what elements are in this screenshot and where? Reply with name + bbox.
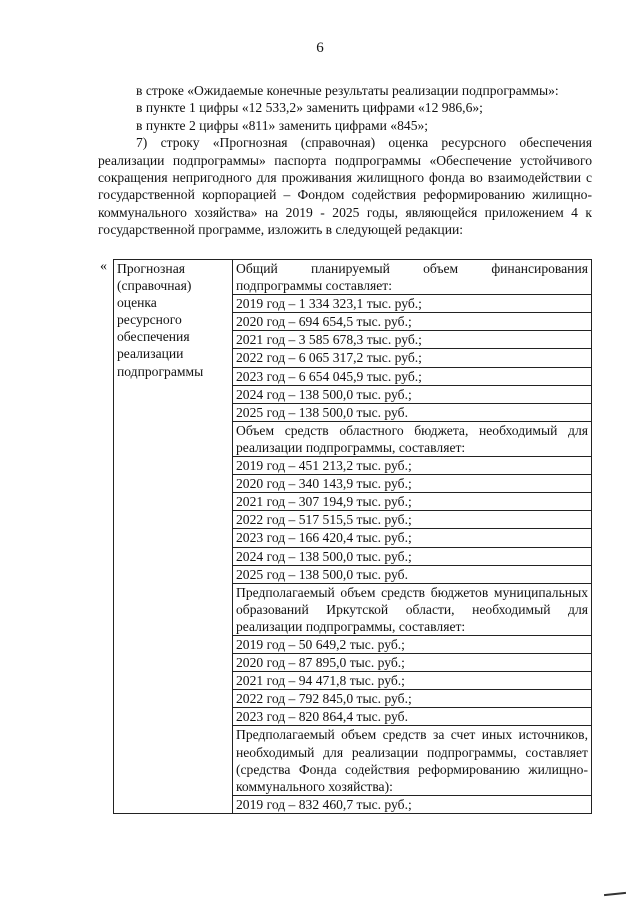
municipal-year-2022: 2022 год – 792 845,0 тыс. руб.; [233, 689, 591, 707]
intro-line-1: в строке «Ожидаемые конечные результаты реализации подпрограммы»: [136, 83, 559, 98]
page-number: 6 [316, 40, 324, 56]
row-label-line: Прогнозная [117, 261, 185, 276]
regional-year-2022: 2022 год – 517 515,5 тыс. руб.; [233, 510, 591, 528]
municipal-year-2019: 2019 год – 50 649,2 тыс. руб.; [233, 635, 591, 653]
row-value-cell [233, 260, 592, 814]
total-year-2023: 2023 год – 6 654 045,9 тыс. руб.; [233, 367, 591, 385]
total-year-2020: 2020 год – 694 654,5 тыс. руб.; [233, 312, 591, 330]
total-year-2022: 2022 год – 6 065 317,2 тыс. руб.; [233, 348, 591, 366]
row-label-line: реализации [117, 346, 184, 362]
passport-table [113, 259, 592, 814]
other-sources-heading: Предполагаемый объем средств за счет иных источников, необходимый для реализации подпрограммы, составляет (средства Фонда содействия реформированию жилищно-коммунального хозяйства): [233, 725, 591, 794]
regional-year-2023: 2023 год – 166 420,4 тыс. руб.; [233, 528, 591, 546]
table-row [114, 260, 592, 814]
municipal-heading: Предполагаемый объем средств бюджетов муниципальных образований Иркутской области, необходимый для реализации подпрограммы, составляет: [233, 583, 591, 635]
regional-year-2025: 2025 год – 138 500,0 тыс. руб. [233, 565, 591, 583]
row-label-line: подпрограммы [117, 363, 204, 379]
other-year-2019: 2019 год – 832 460,7 тыс. руб.; [233, 795, 591, 813]
intro-text [98, 82, 592, 239]
total-year-2021: 2021 год – 3 585 678,3 тыс. руб.; [233, 330, 591, 348]
total-year-2019: 2019 год – 1 334 323,1 тыс. руб.; [233, 294, 591, 312]
row-label-line: оценка [117, 295, 157, 311]
municipal-year-2020: 2020 год – 87 895,0 тыс. руб.; [233, 653, 591, 671]
row-label-cell [114, 260, 233, 814]
row-label-line: ресурсного [117, 312, 182, 328]
row-label-line: (справочная) [117, 278, 192, 294]
total-year-2025: 2025 год – 138 500,0 тыс. руб. [233, 403, 591, 421]
pen-mark [604, 892, 626, 896]
intro-line-2: в пункте 1 цифры «12 533,2» заменить цифрами «12 986,6»; [136, 100, 483, 116]
total-heading: Общий планируемый объем финансирования подпрограммы составляет: [236, 261, 588, 294]
intro-paragraph-7: 7) строку «Прогнозная (справочная) оценка ресурсного обеспечения реализации подпрограммы» паспорта подпрограммы «Обеспечение устойчивого сокращения непригодного для проживания жилищного фонда во взаимодействии с государственной корпорацией – Фондом содействия реформированию жилищно-коммунального хозяйства» на 2019 - 2025 годы, являющейся приложением 4 к государственной программе, изложить в следующей редакции: [98, 135, 592, 238]
regional-heading: Объем средств областного бюджета, необходимый для реализации подпрограммы, составляет: [233, 421, 591, 456]
opening-quote: « [100, 259, 107, 274]
intro-line-3: в пункте 2 цифры «811» заменить цифрами «845»; [136, 117, 429, 133]
regional-year-2020: 2020 год – 340 143,9 тыс. руб.; [233, 474, 591, 492]
municipal-year-2021: 2021 год – 94 471,8 тыс. руб.; [233, 671, 591, 689]
total-year-2024: 2024 год – 138 500,0 тыс. руб.; [233, 385, 591, 403]
regional-year-2024: 2024 год – 138 500,0 тыс. руб.; [233, 547, 591, 565]
municipal-year-2023: 2023 год – 820 864,4 тыс. руб. [233, 707, 591, 725]
regional-year-2019: 2019 год – 451 213,2 тыс. руб.; [233, 456, 591, 474]
regional-year-2021: 2021 год – 307 194,9 тыс. руб.; [233, 492, 591, 510]
row-label-line: обеспечения [117, 329, 190, 345]
